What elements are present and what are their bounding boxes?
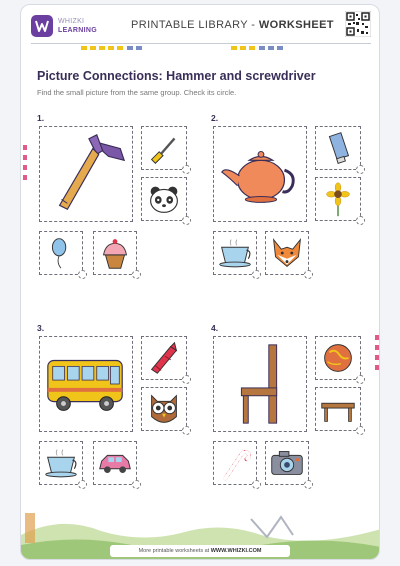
fox-icon	[266, 232, 308, 274]
main-picture-box	[213, 126, 307, 222]
answer-radio[interactable]	[78, 480, 87, 489]
brand-name	[58, 17, 97, 35]
main-picture-box	[39, 336, 133, 432]
teacup-icon	[214, 232, 256, 274]
chair-icon	[214, 337, 306, 431]
main-picture-box	[213, 336, 307, 432]
footer	[110, 545, 290, 557]
footer-link[interactable]: WWW.WHIZKI.COM	[210, 548, 262, 554]
answer-radio[interactable]	[356, 426, 365, 435]
option-box[interactable]	[315, 336, 361, 380]
option-box[interactable]	[39, 231, 83, 275]
answer-radio[interactable]	[182, 375, 191, 384]
balloon-icon	[40, 232, 82, 274]
table-icon	[316, 388, 360, 430]
whizki-logo-icon	[31, 15, 53, 37]
answer-radio[interactable]	[356, 216, 365, 225]
header-title-part2: WORKSHEET	[258, 19, 334, 31]
option-box[interactable]	[141, 336, 187, 380]
option-box[interactable]	[93, 231, 137, 275]
worksheet-instructions: Find the small picture from the same group. Check its circle.	[37, 88, 237, 97]
option-box[interactable]	[315, 177, 361, 221]
answer-radio[interactable]	[182, 165, 191, 174]
answer-radio[interactable]	[252, 270, 261, 279]
answer-radio[interactable]	[304, 480, 313, 489]
decorative-strip	[231, 46, 301, 50]
worksheet-page	[20, 4, 380, 560]
sunflower-icon	[316, 178, 360, 220]
decorative-stripe	[23, 145, 27, 185]
hammer-icon	[40, 127, 132, 221]
decorative-stripe	[375, 335, 379, 375]
option-box[interactable]	[141, 387, 187, 431]
question-number: 3.	[37, 323, 45, 333]
planet-icon	[316, 337, 360, 379]
answer-radio[interactable]	[132, 480, 141, 489]
option-box[interactable]	[141, 126, 187, 170]
answer-radio[interactable]	[356, 165, 365, 174]
header-title-part1: PRINTABLE LIBRARY -	[131, 19, 259, 31]
worksheet-title: Picture Connections: Hammer and screwdriver	[37, 69, 316, 83]
question-number: 2.	[211, 113, 219, 123]
camera-icon	[266, 442, 308, 484]
answer-radio[interactable]	[252, 480, 261, 489]
answer-radio[interactable]	[356, 375, 365, 384]
option-box[interactable]	[265, 441, 309, 485]
answer-radio[interactable]	[78, 270, 87, 279]
answer-radio[interactable]	[182, 426, 191, 435]
teapot-icon	[214, 127, 306, 221]
brand-line1: WHIZKI	[58, 18, 85, 25]
header-divider	[31, 43, 371, 44]
owl-icon	[142, 388, 186, 430]
option-box[interactable]	[141, 177, 187, 221]
candy-cane-icon	[214, 442, 256, 484]
bus-icon	[40, 337, 132, 431]
question-number: 1.	[37, 113, 45, 123]
cupcake-icon	[94, 232, 136, 274]
page-header	[31, 11, 371, 41]
option-box[interactable]	[315, 126, 361, 170]
option-box[interactable]	[265, 231, 309, 275]
qr-code-icon	[345, 11, 371, 37]
panda-icon	[142, 178, 186, 220]
question-number: 4.	[211, 323, 219, 333]
crayon-icon	[142, 337, 186, 379]
screwdriver-icon	[142, 127, 186, 169]
brand-line2: LEARNING	[58, 27, 97, 34]
header-title	[131, 19, 334, 31]
teacup-icon	[40, 442, 82, 484]
option-box[interactable]	[213, 441, 257, 485]
main-picture-box	[39, 126, 133, 222]
decorative-strip	[81, 46, 151, 50]
toothpaste-icon	[316, 127, 360, 169]
option-box[interactable]	[315, 387, 361, 431]
car-icon	[94, 442, 136, 484]
option-box[interactable]	[39, 441, 83, 485]
footer-text: More printable worksheets at	[138, 548, 211, 554]
option-box[interactable]	[213, 231, 257, 275]
answer-radio[interactable]	[132, 270, 141, 279]
answer-radio[interactable]	[182, 216, 191, 225]
answer-radio[interactable]	[304, 270, 313, 279]
option-box[interactable]	[93, 441, 137, 485]
